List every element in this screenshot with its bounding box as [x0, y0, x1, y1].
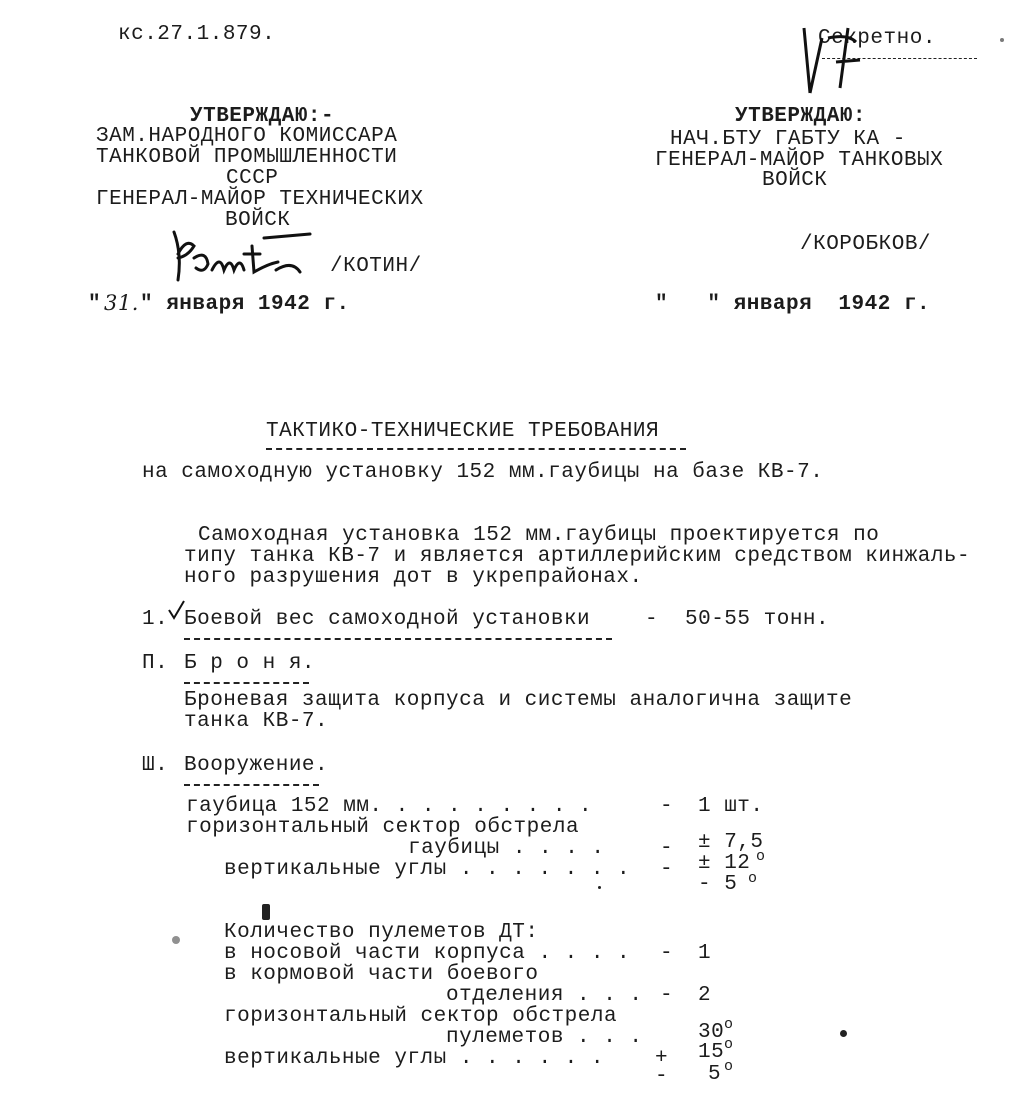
scan-speck	[1000, 38, 1004, 42]
section-2-title: Б р о н я.	[184, 652, 316, 675]
classification-mark: Секретно.	[818, 27, 936, 50]
section-3-number: Ш.	[142, 754, 169, 777]
left-date: " января 1942 г.	[140, 293, 350, 316]
vert-angles-up: ± 12	[698, 852, 751, 875]
mg-vert-sign-up: +	[655, 1047, 669, 1070]
left-approval-name: /КОТИН/	[330, 255, 422, 278]
section-1-value: 50-55 тонн.	[685, 608, 830, 631]
document-subtitle: на самоходную установку 152 мм.гаубицы на базе КВ-7.	[142, 461, 824, 484]
mg-heading: Количество пулеметов ДТ:	[224, 921, 539, 944]
section-1-text: Боевой вес самоходной установки	[184, 608, 591, 631]
left-date-quote: "	[88, 293, 102, 316]
left-approval-line: ГЕНЕРАЛ-МАЙОР ТЕХНИЧЕСКИХ	[96, 188, 424, 211]
title-underline	[266, 448, 686, 450]
handwritten-mark	[796, 18, 866, 98]
right-approval-line: ВОЙСК	[762, 169, 828, 192]
horiz-sector-label: горизонтальный сектор обстрела	[186, 816, 580, 839]
left-approval-line: СССР	[226, 167, 279, 190]
scan-speck	[172, 936, 180, 944]
mg-rear-dash: -	[660, 984, 674, 1007]
section-1-underline	[184, 638, 612, 640]
left-approval-line: ЗАМ.НАРОДНОГО КОМИССАРА	[96, 125, 398, 148]
intro-line: Самоходная установка 152 мм.гаубицы проектируется по	[198, 524, 880, 547]
howitzer-dash: -	[660, 795, 674, 818]
intro-line: ного разрушения дот в укрепрайонах.	[184, 566, 643, 589]
scan-speck	[598, 886, 601, 889]
mg-rear-label: в кормовой части боевого	[224, 963, 539, 986]
vert-angles-label: вертикальные углы . . . . . . .	[224, 858, 631, 881]
right-approval-heading: УТВЕРЖДАЮ:	[735, 105, 867, 128]
mg-horiz-value: 30	[698, 1021, 725, 1044]
right-approval-name: /КОРОБКОВ/	[800, 233, 932, 256]
left-date-day: 31.	[104, 291, 139, 315]
section-1-dash: -	[645, 608, 659, 631]
vert-angles-down: - 5	[698, 873, 738, 896]
mg-nose-dash: -	[660, 942, 674, 965]
degree-mark: о	[724, 1016, 734, 1033]
degree-mark: о	[748, 870, 758, 887]
degree-mark: о	[724, 1036, 734, 1053]
document-title: ТАКТИКО-ТЕХНИЧЕСКИЕ ТРЕБОВАНИЯ	[266, 420, 660, 443]
horiz-sector-value: ± 7,5	[698, 831, 764, 854]
section-1-number: 1.	[142, 608, 169, 631]
vert-angles-dash: -	[660, 858, 674, 881]
mg-rear-label-2: отделения . . .	[446, 984, 643, 1007]
left-approval-heading: УТВЕРЖДАЮ:-	[190, 105, 335, 128]
intro-line: типу танка КВ-7 и является артиллерийским средством кинжаль-	[184, 545, 971, 568]
left-approval-line: ТАНКОВОЙ ПРОМЫШЛЕННОСТИ	[96, 146, 398, 169]
section-3-underline	[184, 784, 319, 786]
horiz-sector-label-2: гаубицы . . . .	[408, 837, 605, 860]
kotin-signature	[160, 224, 320, 294]
section-2-body-line: Броневая защита корпуса и системы аналогична защите	[184, 689, 853, 712]
left-approval-line: ВОЙСК	[225, 209, 291, 232]
section-3-title: Вооружение.	[184, 754, 329, 777]
right-approval-line: ГЕНЕРАЛ-МАЙОР ТАНКОВЫХ	[655, 149, 944, 172]
document-number: кс.27.1.879.	[118, 23, 276, 46]
degree-mark: о	[724, 1058, 734, 1075]
mg-rear-value: 2	[698, 984, 712, 1007]
mg-vert-down: 5	[708, 1063, 722, 1086]
mg-nose-value: 1	[698, 942, 712, 965]
right-approval-line: НАЧ.БТУ ГАБТУ КА -	[670, 128, 906, 151]
mg-vert-label: вертикальные углы . . . . . .	[224, 1047, 604, 1070]
mg-vert-sign-down: -	[655, 1065, 669, 1088]
scan-speck	[840, 1030, 847, 1037]
section-2-body-line: танка КВ-7.	[184, 710, 329, 733]
mg-horiz-label: горизонтальный сектор обстрела	[224, 1005, 618, 1028]
mg-vert-up: 15	[698, 1041, 725, 1064]
mg-horiz-label-2: пулеметов . . .	[446, 1026, 643, 1049]
howitzer-value: 1 шт.	[698, 795, 764, 818]
section-2-number: П.	[142, 652, 169, 675]
section-2-underline	[184, 682, 309, 684]
howitzer-label: гаубица 152 мм. . . . . . . . .	[186, 795, 593, 818]
degree-mark: о	[756, 848, 766, 865]
horiz-sector-dash: -	[660, 837, 674, 860]
mg-nose-label: в носовой части корпуса . . . .	[224, 942, 631, 965]
scan-speck	[262, 904, 270, 920]
right-date: " " января 1942 г.	[655, 293, 931, 316]
